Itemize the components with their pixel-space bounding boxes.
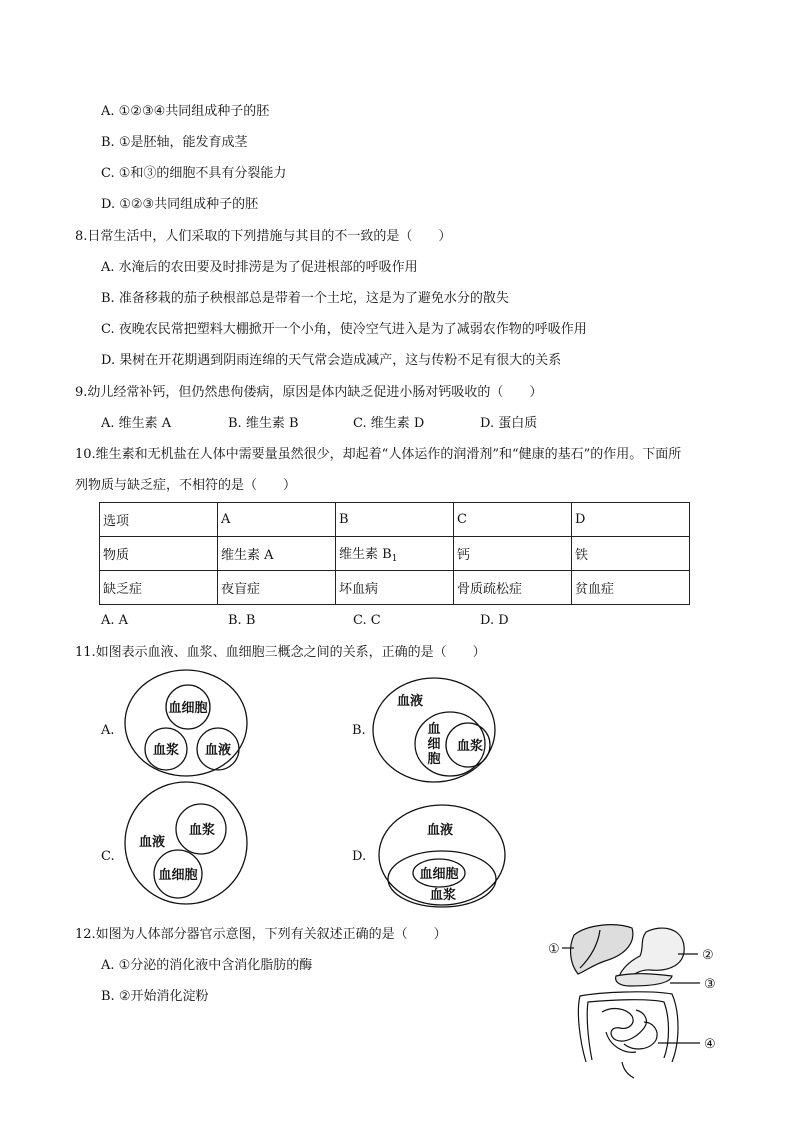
table-cell: 缺乏症 — [100, 571, 218, 605]
table-cell: A — [218, 503, 336, 537]
small-intestine-shape — [602, 1009, 657, 1049]
q11-label-a: A. — [101, 723, 115, 738]
table-cell: 铁 — [572, 537, 690, 571]
q10-option-c: C. C — [353, 613, 381, 628]
marker-1: ① — [548, 942, 560, 957]
table-cell: B — [336, 503, 454, 537]
digestive-organs-figure — [540, 912, 730, 1080]
d-cells: 血细胞 — [419, 867, 459, 882]
table-cell: D — [572, 503, 690, 537]
q11-label-b: B. — [352, 723, 366, 738]
q9-option-b: B. 维生素 B — [228, 416, 299, 431]
b-cells-1: 血 — [427, 722, 441, 737]
b-cells-3: 胞 — [427, 752, 441, 767]
b-plasma: 血浆 — [456, 739, 484, 754]
q10-option-b: B. B — [228, 613, 256, 628]
q7-option-a: A. ①②③④共同组成种子的胚 — [101, 104, 270, 119]
q8-option-c: C. 夜晚农民常把塑料大棚掀开一个小角，使冷空气进入是为了减弱农作物的呼吸作用 — [101, 322, 587, 337]
q9-stem: 9.幼儿经常补钙，但仍然患佝偻病，原因是体内缺乏促进小肠对钙吸收的（ ） — [75, 385, 543, 400]
c-blood: 血液 — [138, 835, 166, 850]
table-cell: C — [454, 503, 572, 537]
q10-stem-line1: 10.维生素和无机盐在人体中需要量虽然很少，却起着“人体运作的润滑剂”和“健康的基石”的作用。下面所 — [75, 447, 682, 462]
marker-2: ② — [702, 948, 714, 963]
q12-option-a: A. ①分泌的消化液中含消化脂肪的酶 — [101, 958, 313, 973]
table-cell: 钙 — [454, 537, 572, 571]
table-cell: 选项 — [100, 503, 218, 537]
q7-option-b: B. ①是胚轴，能发育成茎 — [101, 135, 248, 150]
table-cell: 贫血症 — [572, 571, 690, 605]
a-blood: 血液 — [204, 743, 232, 758]
q11-label-d: D. — [352, 849, 367, 864]
a-plasma: 血浆 — [152, 743, 180, 758]
q12-option-b: B. ②开始消化淀粉 — [101, 989, 209, 1004]
q11-stem: 11.如图表示血液、血浆、血细胞三概念之间的关系，正确的是（ ） — [75, 645, 486, 660]
b-blood: 血液 — [396, 694, 424, 709]
table-cell: 维生素 A — [218, 537, 336, 571]
q8-option-b: B. 准备移栽的茄子秧根部总是带着一个土坨，这是为了避免水分的散失 — [101, 291, 509, 306]
q8-stem: 8.日常生活中，人们采取的下列措施与其目的不一致的是（ ） — [75, 229, 452, 244]
q12-stem: 12.如图为人体部分器官示意图，下列有关叙述正确的是（ ） — [75, 927, 447, 942]
marker-4: ④ — [704, 1037, 716, 1052]
table-cell: 物质 — [100, 537, 218, 571]
q8-option-d: D. 果树在开花期遇到阴雨连绵的天气常会造成减产，这与传粉不足有很大的关系 — [101, 353, 562, 368]
q9-option-a: A. 维生素 A — [101, 416, 172, 431]
pancreas-shape — [616, 974, 672, 986]
q7-option-c: C. ①和③的细胞不具有分裂能力 — [101, 166, 287, 181]
q10-option-a: A. A — [101, 613, 129, 628]
liver-shape — [571, 925, 633, 974]
q9-option-c: C. 维生素 D — [353, 416, 425, 431]
table-cell: 夜盲症 — [218, 571, 336, 605]
q8-option-a: A. 水淹后的农田要及时排涝是为了促进根部的呼吸作用 — [101, 260, 418, 275]
vitamin-b-text: 维生素 B — [339, 547, 392, 562]
q10-stem-line2: 列物质与缺乏症，不相符的是（ ） — [75, 478, 297, 493]
c-plasma: 血浆 — [188, 823, 216, 838]
table-cell: 骨质疏松症 — [454, 571, 572, 605]
q10-option-d: D. D — [480, 613, 509, 628]
b-cells-2: 细 — [427, 737, 441, 752]
q9-option-d: D. 蛋白质 — [480, 416, 538, 431]
table-cell: 坏血病 — [336, 571, 454, 605]
marker-3: ③ — [704, 977, 716, 992]
subscript: 1 — [391, 554, 398, 564]
q11-label-c: C. — [101, 849, 115, 864]
q7-option-d: D. ①②③共同组成种子的胚 — [101, 197, 259, 212]
d-plasma: 血浆 — [429, 888, 457, 903]
d-blood: 血液 — [426, 823, 454, 838]
a-cells: 血细胞 — [168, 701, 208, 716]
c-cells: 血细胞 — [158, 868, 198, 883]
